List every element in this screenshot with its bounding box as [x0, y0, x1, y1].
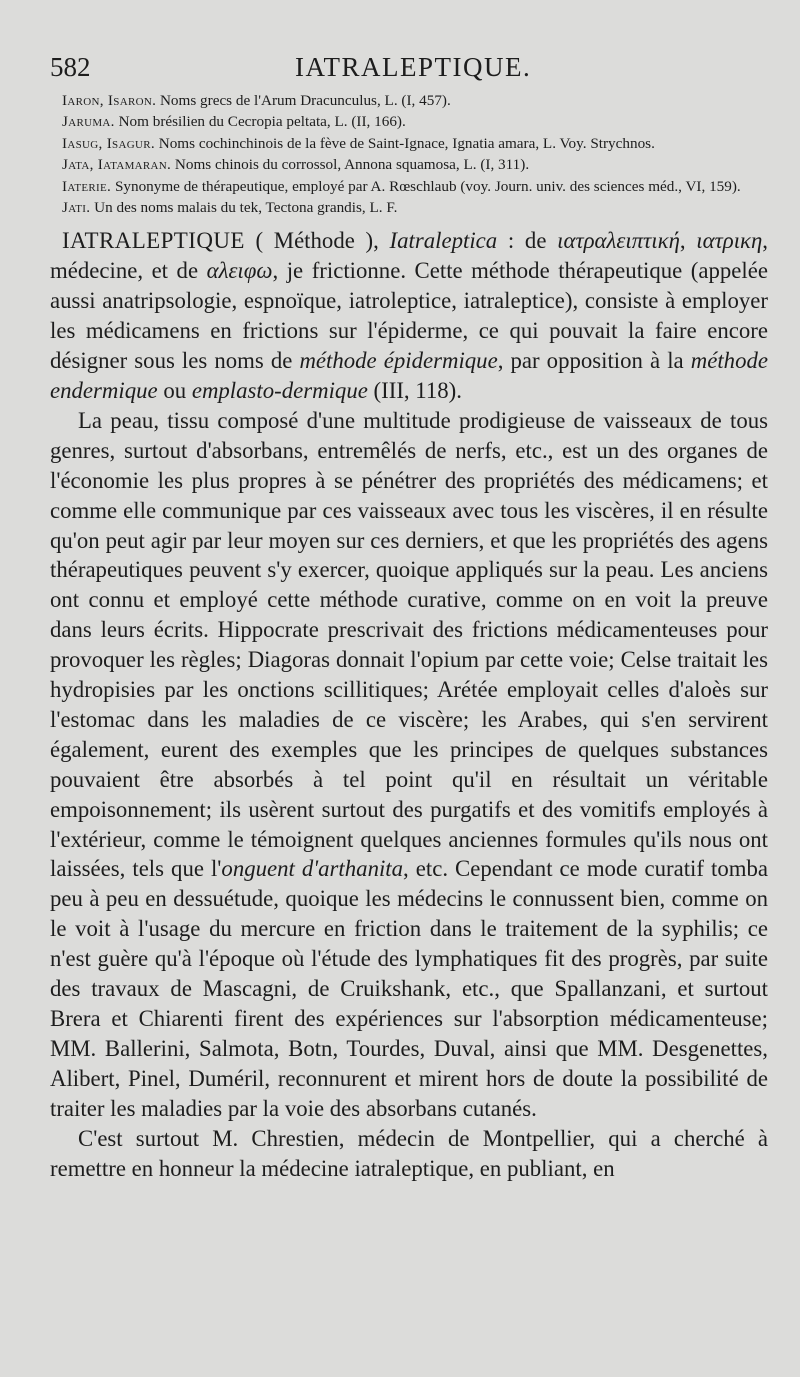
entry-term: Iaron, Isaron.	[62, 92, 157, 109]
intro-text: ( Méthode ),	[244, 228, 390, 254]
term-onguent: onguent d'arthanita	[221, 856, 404, 882]
entry-term: Jati.	[62, 199, 91, 217]
article-paragraph: C'est surtout M. Chrestien, médecin de Montpellier, qui a cherché à remettre en honneur la médecine iatraleptique, en publiant, en	[50, 1125, 768, 1181]
page-header	[50, 52, 768, 88]
greek-word: αλειφω	[206, 258, 273, 284]
dictionary-entry	[50, 111, 768, 132]
intro-text: , par opposition à la	[497, 348, 691, 374]
greek-word: ιατραλειπτική	[557, 228, 680, 254]
term-endermique: méthode endermique	[50, 348, 768, 403]
running-title: IATRALEPTIQUE.	[295, 52, 532, 82]
entry-term: Jaruma.	[62, 113, 115, 131]
greek-word: ιατρικη	[696, 228, 763, 254]
entry-text: Noms chinois du corrossol, Annona squamosa, L. (I, 311).	[174, 156, 530, 174]
article-intro	[50, 226, 768, 405]
term-epidermique: méthode épidermique	[299, 348, 498, 374]
entry-text: Noms cochinchinois de la fève de Saint-Ignace, Ignatia amara, L. Voy. Strychnos.	[158, 134, 655, 152]
dictionary-entry	[50, 133, 768, 154]
paragraph-text: La peau, tissu composé d'une multitude prodigieuse de vaisseaux de tous genres, surtout d'absorbans, entremêlés de nerfs, etc., est un des organes de l'économie les plus propres à se pénétrer des propriétés des médicamens; et comme elle communique par ces vaisseaux avec tous les viscères, il en résulte qu'on peut agir par leur moyen sur ces derniers, et que les propriétés des agens thérapeutiques peuvent s'y exercer, quoique appliqués sur la peau. Les anciens ont connu et employé cette méthode curative, comme on en voit la preuve dans leurs écrits. Hippocrate prescrivait des frictions médicamenteuses pour provoquer les règles; Diagoras donnait l'opium par cette voie; Celse traitait les hydropisies par les onctions scillitiques; Arétée employait celles d'aloès sur l'estomac dans les maladies de ce viscère; les Arabes, qui s'en servirent également, eurent des exemples que les principes de quelques substances pouvaient être absorbés à tel point qu'il en résultait un véritable empoisonnement; ils usèrent surtout des purgatifs et des vomitifs employés à l'extérieur, comme le témoignent quelques anciennes formules qu'ils nous ont laissées, tels que l'	[50, 407, 768, 882]
term-emplasto-dermique: emplasto-dermique	[191, 377, 368, 403]
article-paragraph	[50, 406, 768, 1124]
entry-text: Synonyme de thérapeutique, employé par A. Rœschlaub (voy. Journ. univ. des sciences méd., VI, 159).	[114, 177, 741, 195]
intro-text: ou	[157, 377, 192, 403]
main-article	[50, 226, 768, 1183]
intro-text: (III, 118).	[367, 377, 462, 403]
paragraph-text: , etc. Cependant ce mode curatif tomba peu à peu en dessuétude, quoique les médecins le connussent bien, comme on le voit à l'usage du mercure en friction dans le traitement de la syphilis; ce n'est guère qu'à l'époque où l'étude des lymphatiques fit des progrès, par suite des travaux de Mascagni, de Cruikshank, etc., que Spallanzani, et surtout Brera et Chiarenti firent des expériences sur l'absorption médicamenteuse; MM. Ballerini, Salmota, Botn, Tourdes, Duval, ainsi que MM. Desgenettes, Alibert, Pinel, Duméril, reconnurent et mirent hors de doute la possibilité de traiter les maladies par la voie des absorbans cutanés.	[50, 856, 768, 1121]
intro-text: : de	[497, 228, 558, 254]
entry-text: Un des noms malais du tek, Tectona grandis, L. F.	[94, 199, 398, 217]
dictionary-entry	[50, 176, 768, 197]
entry-text: Nom brésilien du Cecropia peltata, L. (II, 166).	[118, 113, 406, 131]
intro-text: , médecine, et de	[50, 228, 768, 284]
entry-term: Iasug, Isagur.	[62, 134, 155, 152]
entry-text: Noms grecs de l'Arum Dracunculus, L. (I, 457).	[159, 92, 451, 109]
intro-text: ,	[679, 228, 697, 254]
entry-term: Jata, Iatamaran.	[62, 156, 172, 174]
dictionary-entry	[50, 197, 768, 218]
dictionary-entry	[50, 90, 768, 111]
intro-text: , je frictionne. Cette méthode thérapeutique (appelée aussi anatripsologie, espnoïque, iatroleptice, iatraleptice), consiste à employer les médicamens en frictions sur l'épiderme, ce qui pouvait la faire encore désigner sous les noms de	[50, 258, 768, 374]
short-entries	[50, 90, 768, 218]
page-number: 582	[50, 52, 91, 82]
dictionary-entry	[50, 154, 768, 175]
entry-term: Iaterie.	[62, 177, 112, 195]
article-headword: IATRALEPTIQUE	[62, 228, 245, 254]
latin-name: Iatraleptica	[389, 228, 498, 254]
